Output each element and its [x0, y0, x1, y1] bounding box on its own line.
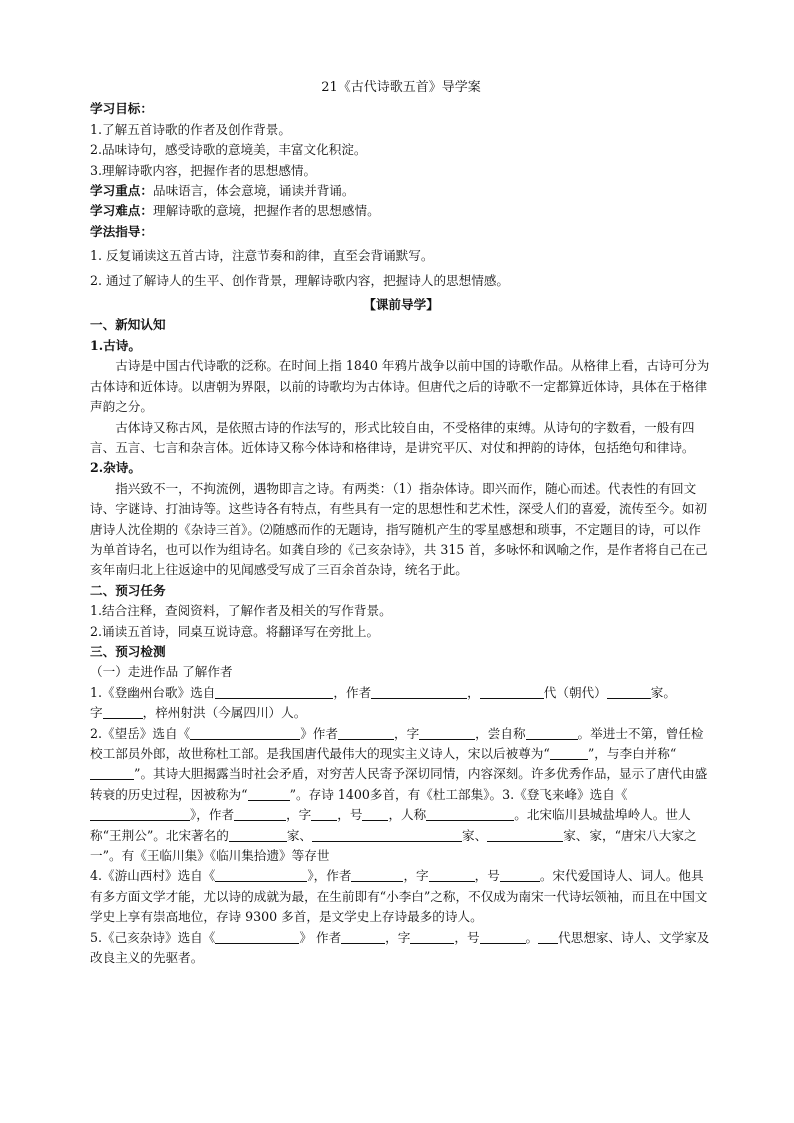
blank[interactable]: [607, 684, 651, 699]
method-item: 2. 通过了解诗人的生平、创作背景，理解诗歌内容，把握诗人的思想情感。: [90, 272, 510, 288]
blank[interactable]: [311, 806, 337, 821]
key-text: 品味语言，体会意境，诵读并背诵。: [152, 183, 355, 199]
difficulty-text: 理解诗歌的意境，把握作者的思想感情。: [152, 203, 380, 219]
blank[interactable]: [215, 867, 307, 882]
section-1-sub-1: 1.古诗。: [90, 337, 141, 353]
preclass-heading: 【课前导学】: [363, 297, 439, 313]
blank[interactable]: [480, 929, 526, 944]
paragraph: 古体诗又称古风，是依照古诗的作法写的，形式比较自由，不受格律的束缚。从诗句的字数看，一般有四言、五言、七言和杂言体。近体诗又称今体诗和格律诗，是讲究平仄、对仗和押韵的诗体，包括绝句和律诗。: [90, 419, 695, 455]
blank[interactable]: [362, 806, 388, 821]
blank[interactable]: [215, 929, 299, 944]
blank[interactable]: [426, 806, 514, 821]
difficulty-point: [90, 201, 712, 221]
paragraph: 指兴致不一，不拘流例，遇物即言之诗。有两类：（1）指杂体诗。即兴而作，随心而述。代表性的有回文诗、字谜诗、打油诗等。这些诗各有特点，有些具有一定的思想性和艺术性，深受人们的喜爱，流传至今。如初唐诗人沈佺期的《杂诗三首》。⑵随感而作的无题诗，指写随机产生的零星感想和琐事，不定题目的诗，可以作为单首诗名，也可以作为组诗名。如龚自珍的《己亥杂诗》，共 315 首，多咏怀和讽喻之作，是作者将自己在己亥年南归北上往返途中的见闻感受写成了三百余首杂诗，统名于此。: [90, 480, 708, 578]
question-2: 2.《望岳》选自《 》作者 ，字 ，尝自称 。举进士不第，曾任检校工部员外郎，故世称杜工部。是我国唐代最伟大的现实主义诗人，宋以后被尊为“ ”，与李白并称“”。其诗大胆揭露当时社会矛盾，对穷苦人民寄予深切同情，内容深刻。许多优秀作品，显示了唐代由盛转衰的历史过程，因被称为“ ”。存诗 1400多首，有《杜工部集》。3.《登飞来峰》选自《》，作者 ，字 ，号 ，人称 。北宋临川县城盐埠岭人。世人称“王荆公”。北宋著名的 家、 家、 家、家，“唐宋八大家之一”。有《王临川集》《临川集拾遗》等存世: [90, 725, 708, 864]
blank[interactable]: [229, 827, 287, 842]
blank[interactable]: [234, 806, 286, 821]
blank[interactable]: [526, 725, 578, 740]
blank[interactable]: [550, 745, 588, 760]
blank[interactable]: [429, 867, 475, 882]
goals-heading: 学习目标：: [90, 101, 153, 117]
blank[interactable]: [487, 827, 563, 842]
blank[interactable]: [351, 867, 403, 882]
blank[interactable]: [410, 929, 454, 944]
key-point: [90, 181, 712, 201]
question-4: 4.《游山西村》选自《 》，作者 ，字 ，号 。宋代爱国诗人、词人。他具有多方面文学才能，尤以诗的成就为最，在生前即有“小李白”之称，不仅成为南宋一代诗坛领袖，而且在中国文学史上享有崇高地位，存诗 9300 多首，是文学史上存诗最多的诗人。: [90, 868, 708, 925]
question-5: 5.《己亥杂诗》选自《 》 作者 ，字 ，号 。 代思想家、诗人、文学家及改良主义的先驱者。: [90, 929, 710, 966]
method-heading: 学法指导：: [90, 223, 153, 239]
question-1: 1.《登幽州台歌》选自 ，作者 ， 代（朝代） 家。 字 ，梓州射洪（今属四川）人。: [90, 684, 676, 721]
goal-item: 3.理解诗歌内容，把握作者的思想感情。: [90, 162, 317, 178]
section-1-sub-2: 2.杂诗。: [90, 460, 141, 476]
blank[interactable]: [90, 806, 190, 821]
blank[interactable]: [190, 725, 300, 740]
blank[interactable]: [419, 725, 475, 740]
task-item: 1.结合注释，查阅资料，了解作者及相关的写作背景。: [90, 603, 392, 619]
section-3-sub: （一）走进作品 了解作者: [90, 664, 233, 680]
task-item: 2.诵读五首诗，同桌互说诗意。将翻译写在旁批上。: [90, 623, 380, 639]
blank[interactable]: [248, 786, 290, 801]
blank[interactable]: [371, 684, 467, 699]
section-3-heading: 三、预习检测: [90, 643, 166, 659]
paragraph: 古诗是中国古代诗歌的泛称。在时间上指 1840 年鸦片战争以前中国的诗歌作品。从格律上看，古诗可分为古体诗和近体诗。以唐朝为界限，以前的诗歌均为古体诗。但唐代之后的诗歌不一定都算近体诗，具体在于格律声韵之分。: [90, 358, 710, 415]
method-item: 1. 反复诵读这五首古诗，注意节奏和韵律，直至会背诵默写。: [90, 248, 434, 264]
blank[interactable]: [312, 827, 462, 842]
blank[interactable]: [538, 929, 558, 944]
goal-item: 1.了解五首诗歌的作者及创作背景。: [90, 121, 291, 137]
blank[interactable]: [103, 704, 143, 719]
blank[interactable]: [500, 867, 540, 882]
blank[interactable]: [215, 684, 333, 699]
section-2-heading: 二、预习任务: [90, 582, 166, 598]
difficulty-label: 学习难点：: [90, 203, 153, 219]
blank[interactable]: [90, 765, 134, 780]
blank[interactable]: [341, 929, 385, 944]
goal-item: 2.品味诗句，感受诗歌的意境美，丰富文化积淀。: [90, 142, 367, 158]
document-page: [90, 78, 712, 968]
page-title: 21《古代诗歌五首》导学案: [321, 80, 481, 95]
blank[interactable]: [338, 725, 394, 740]
blank[interactable]: [480, 684, 544, 699]
key-label: 学习重点：: [90, 183, 153, 199]
section-1-heading: 一、新知认知: [90, 317, 166, 333]
